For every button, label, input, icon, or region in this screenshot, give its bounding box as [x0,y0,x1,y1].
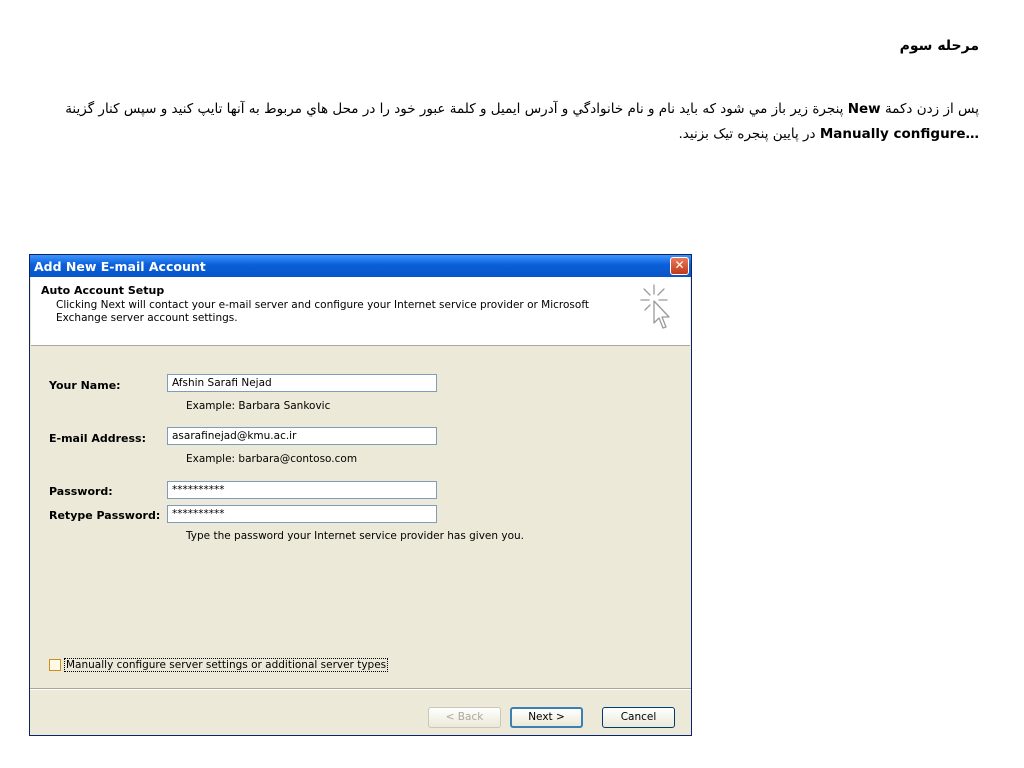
retype-password-label: Retype Password: [49,509,161,522]
add-email-account-dialog [29,254,692,736]
your-name-hint: Example: Barbara Sankovic [186,400,331,412]
manual-config-checkbox[interactable] [49,659,61,671]
header-title: Auto Account Setup [41,284,165,297]
manual-config-option[interactable] [49,658,388,672]
footer-separator [30,688,691,689]
header-description: Clicking Next will contact your e-mail server and configure your Internet service provider or Microsoft Exchange server account settings. [56,299,589,324]
para-text-3: در پايين پنجره تيک بزنيد. [678,126,820,142]
para-text-2: پنجرة زير باز مي شود که بايد نام و نام خانوادگي و آدرس ايميل و کلمة عبور خود را در محل هاي مربوط به آنها تايپ کنيد و سپس کنار گزينة [65,101,848,117]
wizard-cursor-icon [638,283,674,333]
dialog-title: Add New E-mail Account [34,258,206,274]
your-name-input[interactable]: Afshin Sarafi Nejad [167,374,437,392]
manual-config-label[interactable]: Manually configure server settings or additional server types [66,659,387,671]
instruction-paragraph [19,97,979,147]
email-input[interactable]: asarafinejad@kmu.ac.ir [167,427,437,445]
your-name-label: Your Name: [49,379,121,392]
para-bold-new: New [847,101,881,117]
password-input[interactable]: ********** [167,481,437,499]
password-label: Password: [49,485,113,498]
para-bold-manual: Manually configure… [819,126,979,142]
cancel-button[interactable]: Cancel [602,707,675,728]
close-button[interactable] [670,257,689,275]
next-button[interactable]: Next > [510,707,583,728]
close-icon: ✕ [674,258,685,272]
password-hint: Type the password your Internet service provider has given you. [186,530,524,542]
dialog-titlebar[interactable] [30,255,691,277]
email-hint: Example: barbara@contoso.com [186,453,358,465]
email-label: E-mail Address: [49,432,146,445]
retype-password-input[interactable]: ********** [167,505,437,523]
back-button[interactable]: < Back [428,707,501,728]
para-text-1: پس از زدن دکمة [880,101,979,117]
header-panel [31,277,690,346]
section-heading: مرحله سوم [899,38,979,54]
